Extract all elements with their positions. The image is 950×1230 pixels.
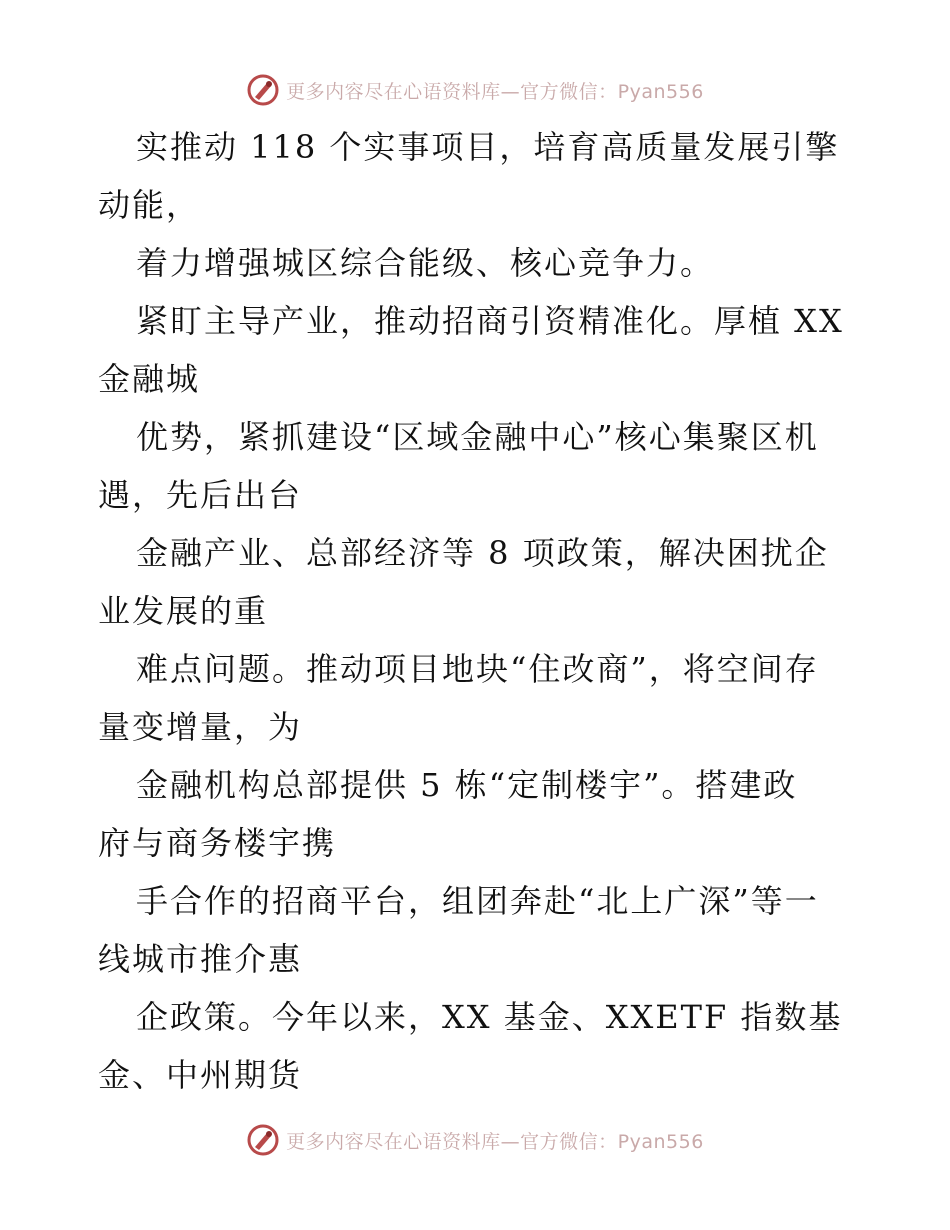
text-line: 手合作的招商平台，组团奔赴“北上广深”等一 <box>136 882 819 920</box>
header-watermark <box>0 70 950 110</box>
footer-watermark <box>0 1120 950 1160</box>
text-line: 线城市推介惠 <box>98 940 303 978</box>
brand-logo-icon <box>246 1123 280 1157</box>
text-line: 金、中州期货 <box>98 1056 303 1094</box>
watermark-text: 更多内容尽在心语资料库—官方微信：Pyan556 <box>286 1130 704 1153</box>
document-body <box>98 118 858 1104</box>
text-line: 府与商务楼宇携 <box>98 824 337 862</box>
text-line: 金融城 <box>98 360 201 398</box>
text-line: 实推动 118 个实事项目，培育高质量发展引擎 <box>136 128 840 166</box>
brand-logo-icon <box>246 73 280 107</box>
text-line: 动能， <box>98 186 201 224</box>
text-line: 紧盯主导产业，推动招商引资精准化。厚植 XX <box>136 302 844 340</box>
text-line: 金融机构总部提供 5 栋“定制楼宇”。搭建政 <box>136 766 798 804</box>
text-line: 量变增量，为 <box>98 708 303 746</box>
text-line: 遇，先后出台 <box>98 476 303 514</box>
text-line: 着力增强城区综合能级、核心竞争力。 <box>136 244 715 282</box>
text-line: 业发展的重 <box>98 592 269 630</box>
text-line: 企政策。今年以来，XX 基金、XXETF 指数基 <box>136 998 843 1036</box>
text-line: 难点问题。推动项目地块“住改商”，将空间存 <box>136 650 819 688</box>
text-line: 金融产业、总部经济等 8 项政策，解决困扰企 <box>136 534 829 572</box>
text-line: 优势，紧抓建设“区域金融中心”核心集聚区机 <box>136 418 819 456</box>
watermark-text: 更多内容尽在心语资料库—官方微信：Pyan556 <box>286 80 704 103</box>
